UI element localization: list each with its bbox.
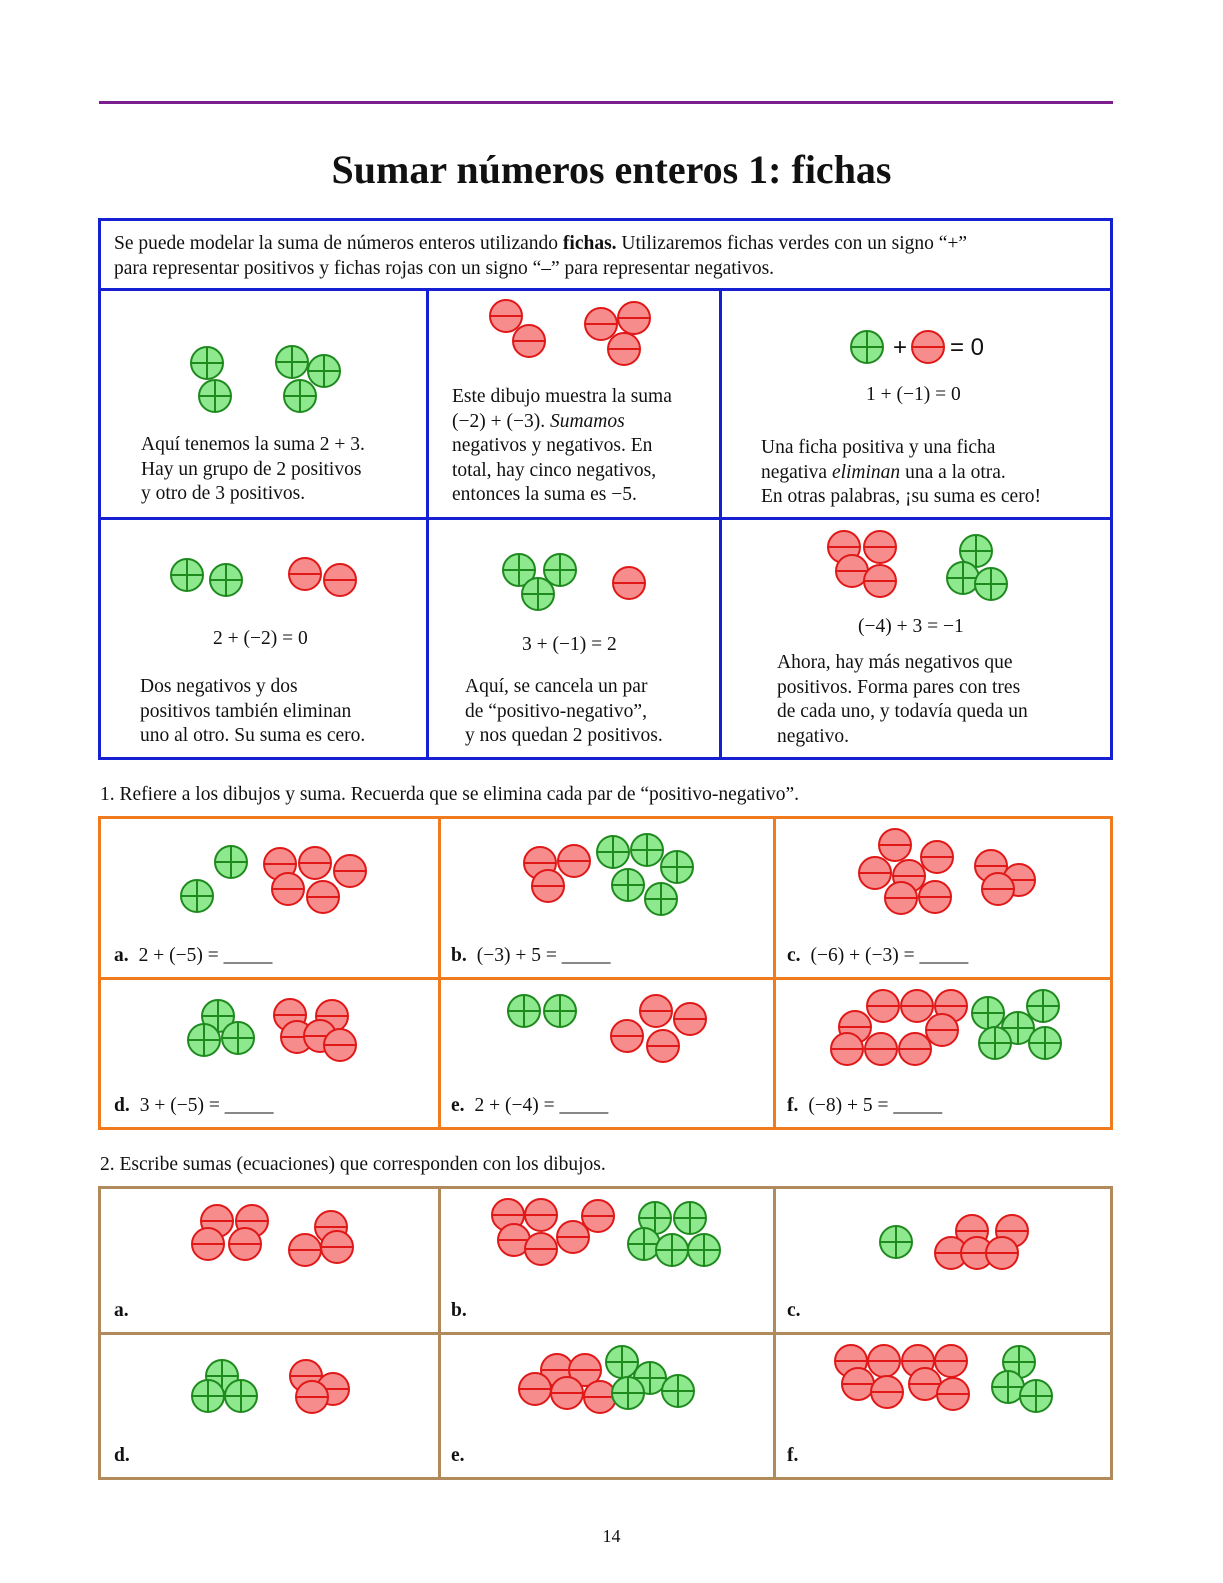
negative-chip-icon xyxy=(831,1033,863,1065)
positive-chip-icon xyxy=(215,846,247,878)
problem-expression[interactable]: 2 + (−5) = _____ xyxy=(138,945,273,966)
positive-chip-icon xyxy=(975,568,1007,600)
text-line: negativo. xyxy=(777,725,850,747)
problem-expression[interactable]: (−6) + (−3) = _____ xyxy=(810,945,969,966)
problem-expression[interactable]: 3 + (−5) = _____ xyxy=(139,1095,274,1116)
text-italic: Sumamos xyxy=(549,410,625,432)
positive-chip-icon xyxy=(222,1022,254,1054)
intro-text-b: Utilizaremos fichas verdes con un signo “+” xyxy=(616,233,968,254)
negative-chip-icon xyxy=(867,990,899,1022)
negative-chip-icon xyxy=(919,881,951,913)
text-fragment: una a la otra. xyxy=(900,461,1006,483)
text-line: positivos también eliminan xyxy=(140,700,352,722)
negative-chip-icon xyxy=(926,1014,958,1046)
negative-chip-icon xyxy=(584,1381,616,1413)
negative-chip-icon xyxy=(296,1381,328,1413)
text-line: de “positivo-negativo”, xyxy=(465,700,647,722)
intro-text-line2: para representar positivos y fichas rojas con un signo “–” para representar negativos. xyxy=(114,258,775,279)
positive-chip-icon xyxy=(606,1346,638,1378)
negative-chip-icon xyxy=(647,1030,679,1062)
negative-chip-icon xyxy=(982,873,1014,905)
negative-chip-icon xyxy=(289,558,321,590)
text-line: Hay un grupo de 2 positivos xyxy=(141,458,362,480)
negative-chip-icon xyxy=(532,870,564,902)
text-line: Aquí, se cancela un par xyxy=(465,676,648,697)
positive-chip-icon xyxy=(979,1027,1011,1059)
negative-chip-icon xyxy=(307,881,339,913)
negative-chip-icon xyxy=(272,873,304,905)
positive-chip-icon xyxy=(1020,1380,1052,1412)
text-line: y otro de 3 positivos. xyxy=(141,483,306,504)
positive-chip-icon xyxy=(612,869,644,901)
negative-chip-icon xyxy=(613,567,645,599)
positive-chip-icon xyxy=(225,1380,257,1412)
negative-chip-icon xyxy=(871,1376,903,1408)
problem-expression[interactable]: (−3) + 5 = _____ xyxy=(476,945,611,966)
question-1-prompt: 1. Refiere a los dibujos y suma. Recuerda que se elimina cada par de “positivo-negativo”. xyxy=(100,784,800,805)
text-line: En otras palabras, ¡su suma es cero! xyxy=(761,486,1041,507)
negative-chip-icon xyxy=(879,829,911,861)
negative-chip-icon xyxy=(674,1003,706,1035)
negative-chip-icon xyxy=(334,855,366,887)
positive-chip-icon xyxy=(1027,990,1059,1022)
positive-chip-icon xyxy=(851,331,883,363)
example-3-equation: 1 + (−1) = 0 xyxy=(866,384,961,405)
positive-chip-icon xyxy=(210,564,242,596)
problem-letter: c. xyxy=(787,945,801,966)
text-line: positivos. Forma pares con tres xyxy=(777,676,1021,698)
negative-chip-icon xyxy=(937,1378,969,1410)
negative-chip-icon xyxy=(864,531,896,563)
negative-chip-icon xyxy=(935,1345,967,1377)
example-3-picture-equals: = 0 xyxy=(950,334,985,361)
negative-chip-icon xyxy=(608,333,640,365)
text-line: de cada uno, y todavía queda un xyxy=(777,701,1028,722)
negative-chip-icon xyxy=(899,1033,931,1065)
negative-chip-icon xyxy=(519,1373,551,1405)
positive-chip-icon xyxy=(972,997,1004,1029)
negative-chip-icon xyxy=(859,857,891,889)
negative-chip-icon xyxy=(558,845,590,877)
positive-chip-icon xyxy=(662,1375,694,1407)
text-line: entonces la suma es −5. xyxy=(452,484,637,505)
negative-chip-icon xyxy=(525,1233,557,1265)
problem-letter: c. xyxy=(787,1300,801,1321)
negative-chip-icon xyxy=(864,565,896,597)
problem-letter: b. xyxy=(451,1300,467,1321)
negative-chip-icon xyxy=(611,1020,643,1052)
negative-chip-icon xyxy=(289,1234,321,1266)
text-line: Aquí tenemos la suma 2 + 3. xyxy=(141,434,365,455)
text-line: negativos y negativos. En xyxy=(452,435,653,456)
example-5-equation: 3 + (−1) = 2 xyxy=(522,634,617,655)
problem-letter: a. xyxy=(114,945,129,966)
positive-chip-icon xyxy=(631,834,663,866)
negative-chip-icon xyxy=(229,1228,261,1260)
positive-chip-icon xyxy=(191,347,223,379)
negative-chip-icon xyxy=(986,1237,1018,1269)
positive-chip-icon xyxy=(192,1380,224,1412)
negative-chip-icon xyxy=(912,331,944,363)
positive-chip-icon xyxy=(181,880,213,912)
positive-chip-icon xyxy=(522,578,554,610)
positive-chip-icon xyxy=(674,1202,706,1234)
text-line: Una ficha positiva y una ficha xyxy=(761,437,996,458)
problem-expression[interactable]: (−8) + 5 = _____ xyxy=(808,1095,943,1116)
problem-letter: e. xyxy=(451,1445,465,1466)
text-line: Este dibujo muestra la suma xyxy=(452,386,672,407)
negative-chip-icon xyxy=(525,1199,557,1231)
positive-chip-icon xyxy=(612,1377,644,1409)
text-italic: eliminan xyxy=(831,461,901,483)
positive-chip-icon xyxy=(1029,1027,1061,1059)
problem-letter: d. xyxy=(114,1445,130,1466)
positive-chip-icon xyxy=(688,1234,720,1266)
negative-chip-icon xyxy=(865,1033,897,1065)
negative-chip-icon xyxy=(921,841,953,873)
negative-chip-icon xyxy=(324,564,356,596)
positive-chip-icon xyxy=(628,1228,660,1260)
problem-letter: b. xyxy=(451,945,467,966)
positive-chip-icon xyxy=(656,1234,688,1266)
positive-chip-icon xyxy=(880,1226,912,1258)
question-2-prompt: 2. Escribe sumas (ecuaciones) que corresponden con los dibujos. xyxy=(100,1154,606,1175)
positive-chip-icon xyxy=(199,380,231,412)
text-line: uno al otro. Su suma es cero. xyxy=(140,725,366,746)
text-line: y nos quedan 2 positivos. xyxy=(465,725,663,746)
negative-chip-icon xyxy=(885,882,917,914)
example-4-equation: 2 + (−2) = 0 xyxy=(213,628,308,649)
positive-chip-icon xyxy=(597,836,629,868)
positive-chip-icon xyxy=(308,355,340,387)
text-line: total, hay cinco negativos, xyxy=(452,459,657,481)
page-number: 14 xyxy=(602,1526,621,1546)
problem-letter: f. xyxy=(787,1445,799,1466)
negative-chip-icon xyxy=(490,300,522,332)
example-3-picture-plus: + xyxy=(893,334,908,361)
positive-chip-icon xyxy=(508,995,540,1027)
problem-letter: e. xyxy=(451,1095,465,1116)
text-fragment: negativa xyxy=(761,461,832,483)
negative-chip-icon xyxy=(618,302,650,334)
problem-letter: f. xyxy=(787,1095,799,1116)
text-line: Ahora, hay más negativos que xyxy=(777,652,1013,673)
negative-chip-icon xyxy=(842,1368,874,1400)
intro-bold: fichas. xyxy=(562,233,617,254)
negative-chip-icon xyxy=(513,325,545,357)
negative-chip-icon xyxy=(585,308,617,340)
text-line: Dos negativos y dos xyxy=(140,676,298,697)
positive-chip-icon xyxy=(645,883,677,915)
positive-chip-icon xyxy=(544,995,576,1027)
positive-chip-icon xyxy=(284,380,316,412)
positive-chip-icon xyxy=(276,346,308,378)
intro-text-a: Se puede modelar la suma de números enteros utilizando xyxy=(114,233,563,254)
page-title: Sumar números enteros 1: fichas xyxy=(331,147,892,192)
positive-chip-icon xyxy=(947,562,979,594)
problem-letter: d. xyxy=(114,1095,130,1116)
problem-expression[interactable]: 2 + (−4) = _____ xyxy=(474,1095,609,1116)
negative-chip-icon xyxy=(901,990,933,1022)
negative-chip-icon xyxy=(551,1377,583,1409)
text-fragment: (−2) + (−3). xyxy=(452,410,550,432)
positive-chip-icon xyxy=(171,559,203,591)
negative-chip-icon xyxy=(192,1228,224,1260)
negative-chip-icon xyxy=(299,847,331,879)
positive-chip-icon xyxy=(188,1024,220,1056)
negative-chip-icon xyxy=(868,1345,900,1377)
negative-chip-icon xyxy=(324,1029,356,1061)
example-6-equation: (−4) + 3 = −1 xyxy=(858,616,964,637)
positive-chip-icon xyxy=(661,851,693,883)
negative-chip-icon xyxy=(557,1221,589,1253)
negative-chip-icon xyxy=(321,1231,353,1263)
problem-letter: a. xyxy=(114,1300,129,1321)
negative-chip-icon xyxy=(640,995,672,1027)
